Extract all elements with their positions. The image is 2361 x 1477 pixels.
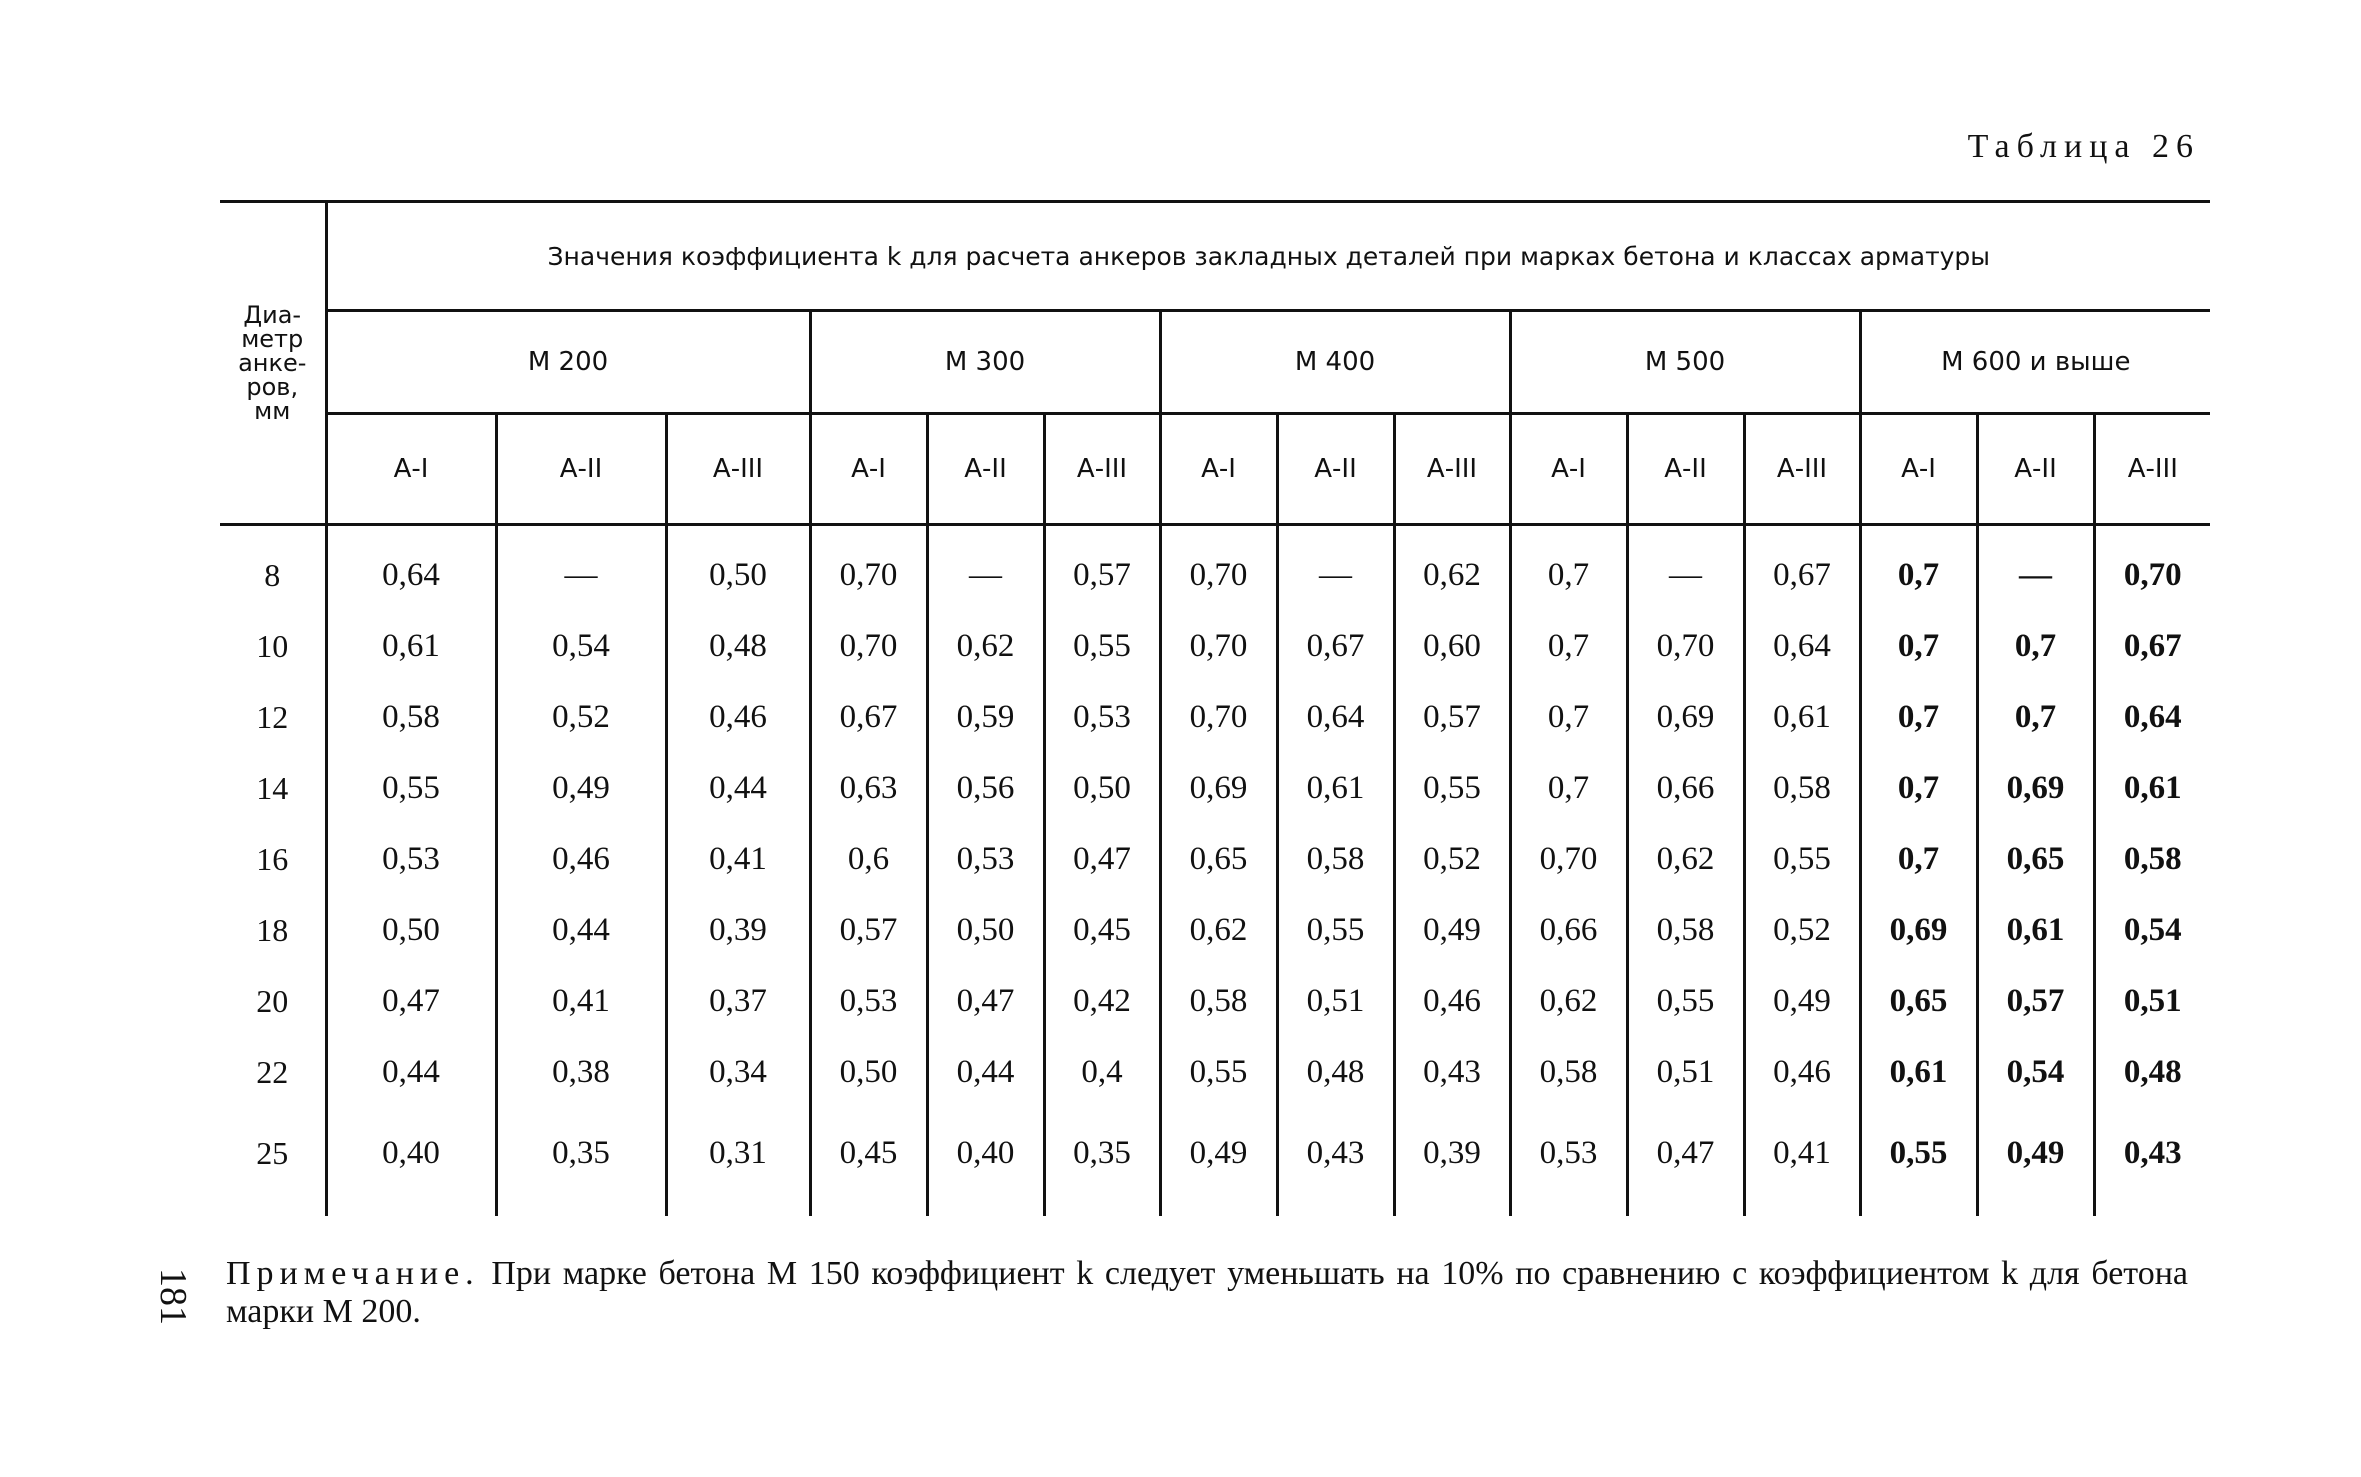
coefficient-cell: 0,54 (2094, 895, 2210, 966)
coefficient-cell: 0,69 (1627, 682, 1744, 753)
coefficient-cell: 0,49 (496, 753, 666, 824)
coefficient-cell: 0,57 (1044, 525, 1160, 612)
coefficient-cell: 0,69 (1860, 895, 1977, 966)
coefficient-cell: 0,49 (1977, 1108, 2094, 1216)
coefficient-cell: — (496, 525, 666, 612)
coefficient-cell: 0,52 (1744, 895, 1860, 966)
coefficient-cell: 0,62 (1160, 895, 1277, 966)
class-header: А-II (1627, 414, 1744, 525)
class-header: А-III (2094, 414, 2210, 525)
coefficient-cell: 0,38 (496, 1037, 666, 1108)
coefficient-cell: 0,65 (1860, 966, 1977, 1037)
table-row (220, 1108, 2210, 1216)
coefficient-cell: 0,51 (1627, 1037, 1744, 1108)
coefficient-cell: 0,52 (1394, 824, 1510, 895)
coefficient-cell: 0,64 (2094, 682, 2210, 753)
coefficient-cell: 0,35 (1044, 1108, 1160, 1216)
coefficient-cell: 0,66 (1627, 753, 1744, 824)
coefficient-cell: 0,46 (1744, 1037, 1860, 1108)
coefficient-cell: 0,50 (666, 525, 810, 612)
coefficient-cell: 0,47 (1044, 824, 1160, 895)
table-row (220, 525, 2210, 612)
grade-header-m400: М 400 (1160, 311, 1510, 414)
coefficient-cell: 0,55 (1744, 824, 1860, 895)
coefficient-cell: 0,55 (1160, 1037, 1277, 1108)
grade-header-m500: М 500 (1510, 311, 1860, 414)
diameter-header-text: Диа- метр анке- ров, мм (238, 301, 307, 425)
coefficient-cell: 0,70 (1160, 611, 1277, 682)
table-row (220, 611, 2210, 682)
class-header: А-I (1510, 414, 1627, 525)
coefficient-cell: 0,55 (1044, 611, 1160, 682)
class-header: А-I (1860, 414, 1977, 525)
coefficient-cell: 0,67 (2094, 611, 2210, 682)
coefficient-cell: 0,61 (1977, 895, 2094, 966)
coefficient-cell: 0,44 (666, 753, 810, 824)
diameter-cell: 12 (220, 682, 326, 753)
coefficient-cell: 0,55 (326, 753, 496, 824)
table-caption: Таблица 26 (1967, 128, 2200, 165)
coefficient-cell: 0,7 (1510, 525, 1627, 612)
coefficient-cell: 0,37 (666, 966, 810, 1037)
class-header: А-III (666, 414, 810, 525)
coefficient-cell: 0,7 (1510, 682, 1627, 753)
table-row (220, 966, 2210, 1037)
coefficient-cell: 0,70 (1160, 682, 1277, 753)
coefficient-cell: — (1277, 525, 1394, 612)
coefficient-cell: 0,50 (326, 895, 496, 966)
coefficient-cell: 0,45 (1044, 895, 1160, 966)
coefficient-cell: 0,53 (1044, 682, 1160, 753)
coefficient-cell: 0,47 (927, 966, 1044, 1037)
coefficient-cell: 0,34 (666, 1037, 810, 1108)
grade-header-m300: М 300 (810, 311, 1160, 414)
coefficient-cell: 0,53 (927, 824, 1044, 895)
coefficient-cell: 0,70 (1160, 525, 1277, 612)
coefficient-cell: 0,43 (2094, 1108, 2210, 1216)
coefficient-cell: 0,7 (1977, 682, 2094, 753)
table-row (220, 1037, 2210, 1108)
coefficient-cell: — (1627, 525, 1744, 612)
coefficient-cell: 0,58 (1627, 895, 1744, 966)
note (226, 1255, 2188, 1331)
coefficient-cell: 0,60 (1394, 611, 1510, 682)
coefficient-cell: 0,64 (1277, 682, 1394, 753)
coefficient-header: Значения коэффициента k для расчета анкеров закладных деталей при марках бетона и классах арматуры (326, 202, 2210, 311)
coefficient-cell: 0,47 (1627, 1108, 1744, 1216)
coefficient-cell: 0,58 (1277, 824, 1394, 895)
coefficient-cell: 0,35 (496, 1108, 666, 1216)
class-header: А-II (927, 414, 1044, 525)
coefficient-cell: 0,4 (1044, 1037, 1160, 1108)
coefficient-cell: 0,39 (1394, 1108, 1510, 1216)
coefficient-cell: 0,56 (927, 753, 1044, 824)
coefficient-cell: 0,48 (1277, 1037, 1394, 1108)
coefficient-table (220, 200, 2210, 1216)
coefficient-cell: — (1977, 525, 2094, 612)
coefficient-cell: 0,53 (810, 966, 927, 1037)
table-row (220, 753, 2210, 824)
coefficient-cell: 0,45 (810, 1108, 927, 1216)
coefficient-cell: 0,46 (666, 682, 810, 753)
class-header: А-I (1160, 414, 1277, 525)
coefficient-cell: 0,49 (1394, 895, 1510, 966)
coefficient-cell: 0,43 (1394, 1037, 1510, 1108)
coefficient-cell: 0,7 (1860, 682, 1977, 753)
coefficient-cell: 0,7 (1860, 611, 1977, 682)
class-header: А-III (1044, 414, 1160, 525)
coefficient-cell: 0,55 (1860, 1108, 1977, 1216)
class-header: А-I (326, 414, 496, 525)
coefficient-cell: 0,61 (1860, 1037, 1977, 1108)
coefficient-cell: 0,7 (1510, 611, 1627, 682)
coefficient-cell: 0,67 (1277, 611, 1394, 682)
coefficient-cell: 0,67 (1744, 525, 1860, 612)
coefficient-cell: 0,69 (1160, 753, 1277, 824)
diameter-cell: 14 (220, 753, 326, 824)
class-header: А-III (1744, 414, 1860, 525)
coefficient-cell: 0,44 (496, 895, 666, 966)
coefficient-cell: 0,58 (1510, 1037, 1627, 1108)
coefficient-cell: 0,44 (326, 1037, 496, 1108)
coefficient-cell: 0,70 (1510, 824, 1627, 895)
coefficient-cell: 0,57 (1394, 682, 1510, 753)
coefficient-cell: 0,70 (810, 525, 927, 612)
class-header: А-III (1394, 414, 1510, 525)
coefficient-cell: 0,65 (1160, 824, 1277, 895)
coefficient-cell: 0,49 (1160, 1108, 1277, 1216)
coefficient-cell: 0,55 (1394, 753, 1510, 824)
coefficient-cell: 0,40 (927, 1108, 1044, 1216)
diameter-cell: 10 (220, 611, 326, 682)
coefficient-cell: — (927, 525, 1044, 612)
coefficient-cell: 0,7 (1860, 753, 1977, 824)
coefficient-cell: 0,61 (1744, 682, 1860, 753)
diameter-header (220, 202, 326, 525)
coefficient-cell: 0,50 (810, 1037, 927, 1108)
coefficient-cell: 0,58 (1744, 753, 1860, 824)
coefficient-cell: 0,41 (496, 966, 666, 1037)
coefficient-cell: 0,50 (927, 895, 1044, 966)
note-text: При марке бетона М 150 коэффициент k следует уменьшать на 10% по сравнению с коэффициентом k для бетона марки М 200. (226, 1255, 2188, 1330)
coefficient-cell: 0,55 (1277, 895, 1394, 966)
coefficient-cell: 0,40 (326, 1108, 496, 1216)
coefficient-cell: 0,7 (1860, 525, 1977, 612)
page-number: 181 (152, 1268, 194, 1325)
coefficient-cell: 0,64 (326, 525, 496, 612)
coefficient-cell: 0,55 (1627, 966, 1744, 1037)
coefficient-cell: 0,39 (666, 895, 810, 966)
coefficient-cell: 0,62 (1627, 824, 1744, 895)
coefficient-cell: 0,43 (1277, 1108, 1394, 1216)
coefficient-cell: 0,61 (2094, 753, 2210, 824)
coefficient-cell: 0,44 (927, 1037, 1044, 1108)
diameter-cell: 22 (220, 1037, 326, 1108)
class-header: А-I (810, 414, 927, 525)
coefficient-cell: 0,42 (1044, 966, 1160, 1037)
diameter-cell: 25 (220, 1108, 326, 1216)
coefficient-cell: 0,50 (1044, 753, 1160, 824)
coefficient-cell: 0,57 (810, 895, 927, 966)
class-header: А-II (496, 414, 666, 525)
coefficient-cell: 0,31 (666, 1108, 810, 1216)
coefficient-cell: 0,62 (927, 611, 1044, 682)
coefficient-cell: 0,70 (2094, 525, 2210, 612)
diameter-cell: 18 (220, 895, 326, 966)
coefficient-cell: 0,62 (1510, 966, 1627, 1037)
coefficient-cell: 0,61 (1277, 753, 1394, 824)
note-label: Примечание. (226, 1255, 480, 1292)
coefficient-table-container (220, 200, 2190, 1216)
coefficient-cell: 0,57 (1977, 966, 2094, 1037)
coefficient-cell: 0,62 (1394, 525, 1510, 612)
coefficient-cell: 0,46 (1394, 966, 1510, 1037)
diameter-cell: 20 (220, 966, 326, 1037)
coefficient-cell: 0,46 (496, 824, 666, 895)
coefficient-cell: 0,53 (326, 824, 496, 895)
coefficient-cell: 0,54 (1977, 1037, 2094, 1108)
table-row (220, 682, 2210, 753)
coefficient-cell: 0,70 (810, 611, 927, 682)
table-row (220, 895, 2210, 966)
class-header: А-II (1277, 414, 1394, 525)
diameter-cell: 16 (220, 824, 326, 895)
coefficient-cell: 0,52 (496, 682, 666, 753)
diameter-cell: 8 (220, 525, 326, 612)
coefficient-cell: 0,53 (1510, 1108, 1627, 1216)
coefficient-cell: 0,69 (1977, 753, 2094, 824)
coefficient-cell: 0,70 (1627, 611, 1744, 682)
coefficient-cell: 0,58 (326, 682, 496, 753)
coefficient-cell: 0,65 (1977, 824, 2094, 895)
coefficient-cell: 0,63 (810, 753, 927, 824)
coefficient-cell: 0,48 (2094, 1037, 2210, 1108)
coefficient-cell: 0,67 (810, 682, 927, 753)
coefficient-cell: 0,47 (326, 966, 496, 1037)
coefficient-cell: 0,54 (496, 611, 666, 682)
coefficient-cell: 0,41 (666, 824, 810, 895)
grade-header-m200: М 200 (326, 311, 810, 414)
coefficient-cell: 0,59 (927, 682, 1044, 753)
table-row (220, 824, 2210, 895)
coefficient-cell: 0,64 (1744, 611, 1860, 682)
coefficient-cell: 0,6 (810, 824, 927, 895)
coefficient-cell: 0,58 (2094, 824, 2210, 895)
grade-header-m600: М 600 и выше (1860, 311, 2210, 414)
coefficient-cell: 0,7 (1860, 824, 1977, 895)
coefficient-cell: 0,51 (1277, 966, 1394, 1037)
coefficient-cell: 0,51 (2094, 966, 2210, 1037)
coefficient-cell: 0,66 (1510, 895, 1627, 966)
coefficient-cell: 0,61 (326, 611, 496, 682)
coefficient-cell: 0,48 (666, 611, 810, 682)
coefficient-cell: 0,49 (1744, 966, 1860, 1037)
class-header: А-II (1977, 414, 2094, 525)
coefficient-cell: 0,41 (1744, 1108, 1860, 1216)
coefficient-cell: 0,7 (1977, 611, 2094, 682)
coefficient-cell: 0,7 (1510, 753, 1627, 824)
coefficient-cell: 0,58 (1160, 966, 1277, 1037)
